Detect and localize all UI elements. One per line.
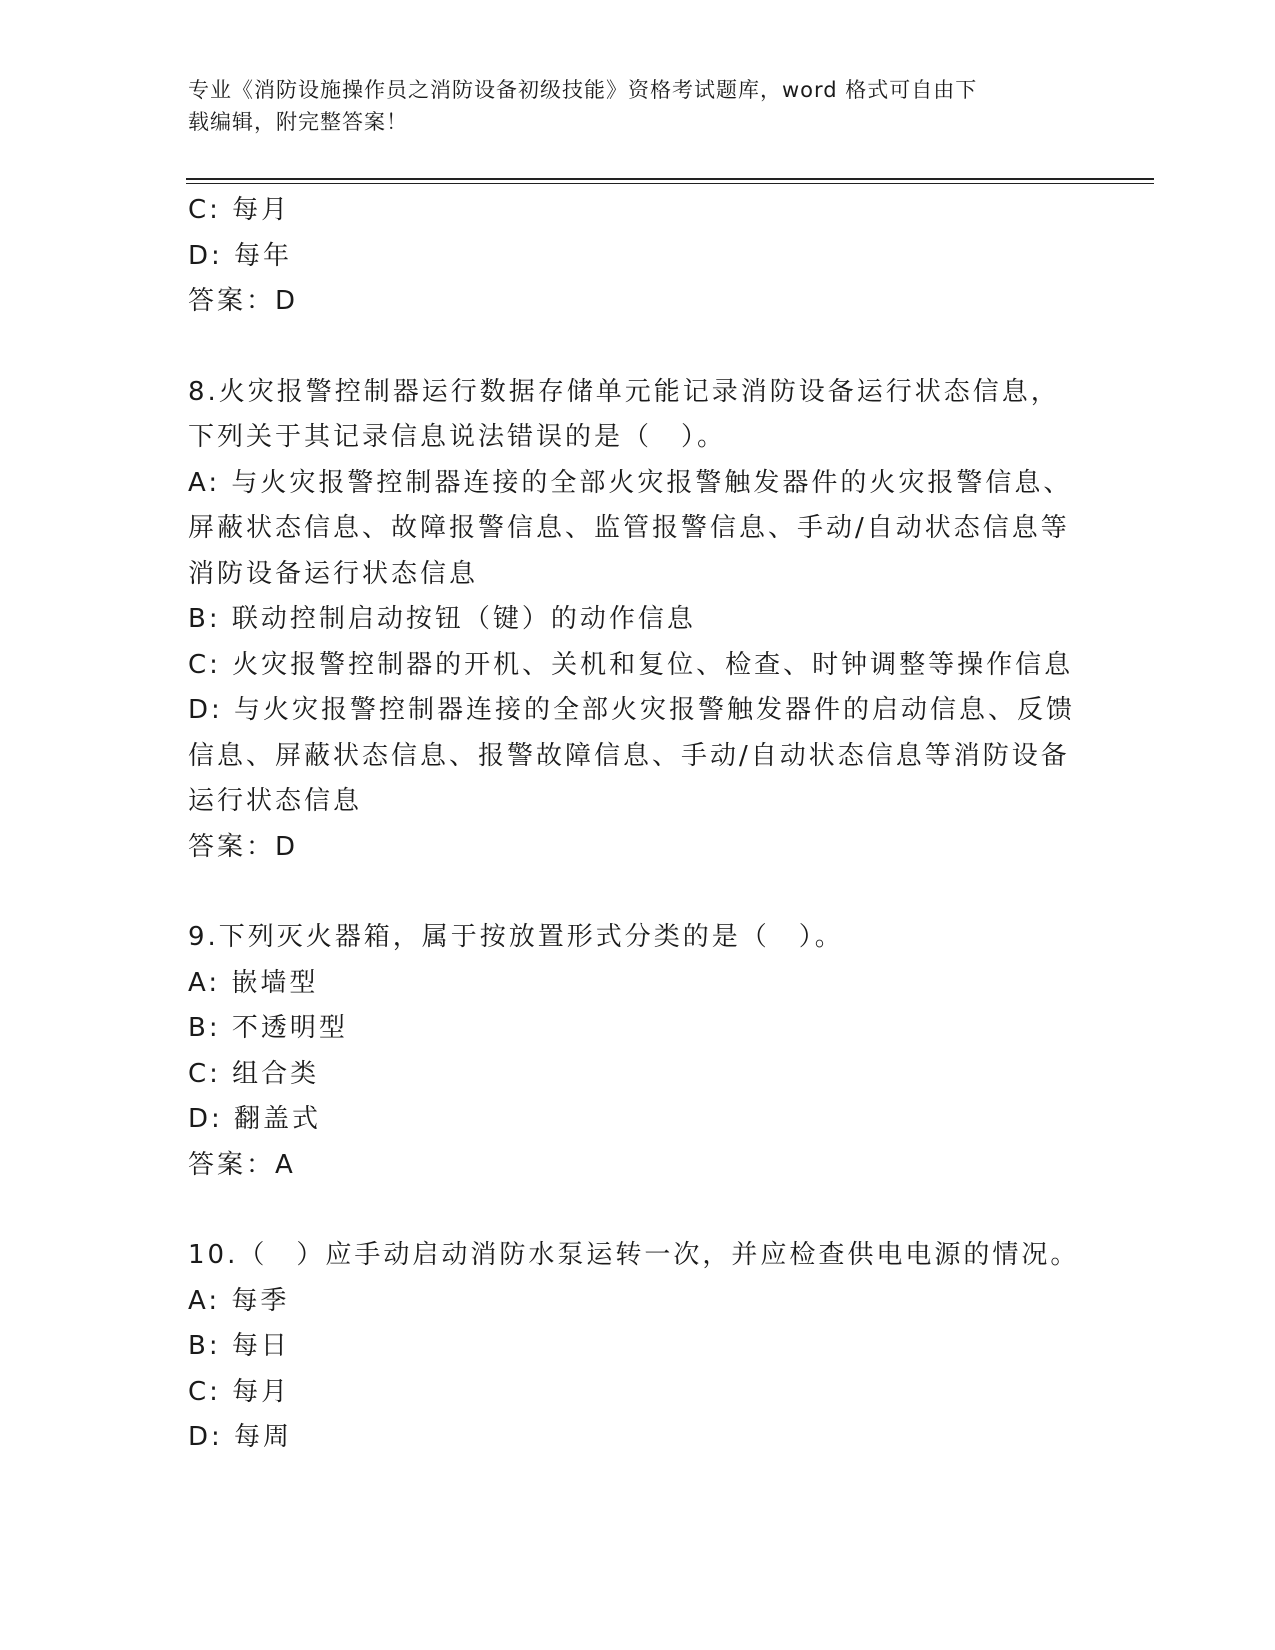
header-rule-thick <box>186 178 1154 180</box>
option-c: C: 组合类 <box>188 1058 320 1089</box>
option-c: C: 每月 <box>188 1376 291 1407</box>
question-10 <box>188 1233 1088 1461</box>
header-rule-thin <box>186 183 1154 184</box>
option-a-line: 消防设备运行状态信息 <box>188 558 479 589</box>
option-a-line: A: 与火灾报警控制器连接的全部火灾报警触发器件的火灾报警信息、 <box>188 467 1073 498</box>
header-line-2: 载编辑，附完整答案！ <box>188 110 408 134</box>
option-d-line: 信息、屏蔽状态信息、报警故障信息、手动/自动状态信息等消防设备 <box>188 740 1070 771</box>
option-b: B: 不透明型 <box>188 1013 348 1043</box>
question-9 <box>188 915 1088 1188</box>
option-d-line: D: 与火灾报警控制器连接的全部火灾报警触发器件的启动信息、反馈 <box>188 695 1076 725</box>
option-b: B: 每日 <box>188 1331 290 1361</box>
spacer <box>188 325 1088 370</box>
question-stem: 9.下列灭火器箱，属于按放置形式分类的是（ ）。 <box>188 922 844 952</box>
question-7-tail <box>188 188 1088 325</box>
option-a: A: 嵌墙型 <box>188 967 319 998</box>
option-d: D: 翻盖式 <box>188 1104 322 1134</box>
option-d: D: 每年 <box>188 240 293 271</box>
answer-line: 答案：D <box>188 831 299 862</box>
option-a: A: 每季 <box>188 1285 290 1316</box>
spacer <box>188 870 1088 915</box>
option-c: C: 火灾报警控制器的开机、关机和复位、检查、时钟调整等操作信息 <box>188 649 1074 680</box>
question-8 <box>188 370 1088 871</box>
option-d: D: 每周 <box>188 1422 293 1452</box>
answer-line: 答案：D <box>188 286 299 316</box>
question-content <box>188 188 1088 1461</box>
question-stem-line: 下列关于其记录信息说法错误的是（ ）。 <box>188 422 727 452</box>
answer-line: 答案：A <box>188 1149 296 1180</box>
question-stem-line: 8.火灾报警控制器运行数据存储单元能记录消防设备运行状态信息， <box>188 376 1060 407</box>
spacer <box>188 1188 1088 1233</box>
page-header <box>188 74 1068 138</box>
option-c: C: 每月 <box>188 195 291 225</box>
option-d-line: 运行状态信息 <box>188 786 363 816</box>
question-stem: 10.（ ）应手动启动消防水泵运转一次，并应检查供电电源的情况。 <box>188 1240 1080 1270</box>
option-a-line: 屏蔽状态信息、故障报警信息、监管报警信息、手动/自动状态信息等 <box>188 513 1070 543</box>
header-line-1: 专业《消防设施操作员之消防设备初级技能》资格考试题库，word 格式可自由下 <box>188 78 978 102</box>
option-b: B: 联动控制启动按钮（键）的动作信息 <box>188 604 696 634</box>
